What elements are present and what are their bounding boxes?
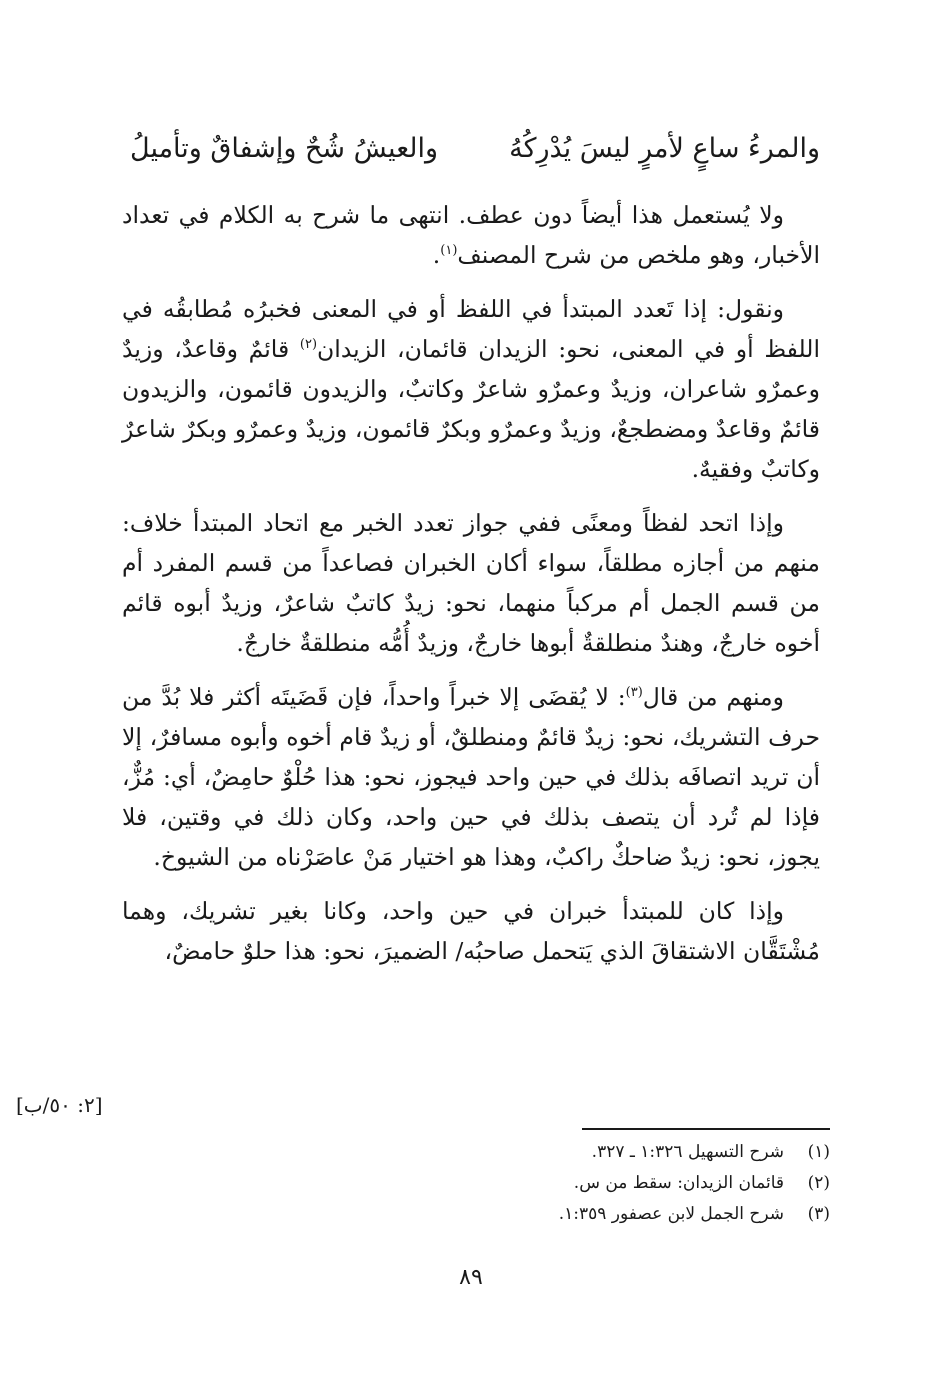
verse-second-hemistich: والعيشُ شُحٌ وإشفاقٌ وتأميلُ <box>130 132 438 164</box>
footnote <box>400 1168 830 1199</box>
paragraph-text: وإذا اتحد لفظاً ومعنًى ففي جواز تعدد الخبر مع اتحاد المبتدأ خلاف: منهم من أجازه مطلقاً، سواء أكان الخبران فصاعداً من قسم المفرد أم من قسم الجمل أم مركباً منهما، نحو: زيدٌ كاتبٌ شاعرٌ، وزيدٌ أبوه قائم أخوه خارجٌ، وهندٌ منطلقةٌ أبوها خارجٌ، وزيدٌ أُمُّه منطلقةٌ خارجٌ. <box>122 509 820 657</box>
paragraph <box>122 891 820 971</box>
paragraph <box>122 677 820 877</box>
paragraph-text: : لا يُقضَى إلا خبراً واحداً، فإن قَضَيتَه أكثر فلا بُدَّ من حرف التشريك، نحو: زيدٌ قائمٌ ومنطلقٌ، أو زيدٌ قام أخوه وأبوه مسافرٌ، إلا أن تريد اتصافَه بذلك في حين واحد فيجوز، نحو: هذا حُلْوٌ حامِضٌ، أي: مُزٌّ، فإذا لم تُرد أن يتصف بذلك في حين واحد، وكان ذلك في وقتين، فلا يجوز، نحو: زيدٌ ضاحكٌ راكبٌ، وهذا هو اختيار مَنْ عاصَرْناه من الشيوخ. <box>122 683 820 871</box>
footnote-number: (٣) <box>807 1204 830 1224</box>
footnote-ref: (٢) <box>299 337 318 353</box>
footnote <box>400 1137 830 1168</box>
paragraph <box>122 503 820 663</box>
footnote-number: (٢) <box>807 1173 830 1193</box>
page-number: ٨٩ <box>459 1265 483 1290</box>
verse-first-hemistich: والمرءُ ساعٍ لأمرٍ ليسَ يُدْرِكُهُ <box>509 132 820 164</box>
footnote-text: قائمان الزيدان: سقط من س. <box>573 1173 784 1193</box>
footnote-ref: (١) <box>440 243 458 259</box>
main-text <box>122 195 820 985</box>
footnote-divider <box>582 1128 830 1130</box>
footnote <box>400 1199 830 1230</box>
paragraph <box>122 289 820 489</box>
paragraph-text: ولا يُستعمل هذا أيضاً دون عطف. انتهى ما شرح به الكلام في تعداد الأخبار، وهو ملخص من شرح المصنف <box>122 201 820 269</box>
footnote-text: شرح التسهيل ١:٣٢٦ ـ ٣٢٧. <box>591 1142 784 1162</box>
paragraph <box>122 195 820 275</box>
footnotes <box>400 1137 830 1230</box>
paragraph-text: . <box>432 241 441 269</box>
footnote-ref: (٣) <box>625 685 643 701</box>
paragraph-text: ونقول: إذا تَعدد المبتدأ في اللفظ أو في المعنى فخبرُه مُطابقُه في اللفظ أو في المعنى، نحو: الزيدان قائمان، الزيدان <box>122 295 820 363</box>
paragraph-text: قائمٌ وقاعدٌ، وزيدٌ وعمرٌو شاعران، وزيدٌ وعمرٌو شاعرٌ وكاتبٌ، والزيدون قائمون، والزيدون قائمٌ وقاعدٌ ومضطجعٌ، وزيدٌ وعمرٌو وبكرٌ قائمون، وزيدٌ وعمرٌو وبكرٌ شاعرٌ وكاتبٌ وفقيهٌ. <box>122 335 820 483</box>
footnote-text: شرح الجمل لابن عصفور ١:٣٥٩. <box>558 1204 784 1224</box>
poetry-verse <box>130 118 820 178</box>
manuscript-folio-reference: [٢: ٥٠/ب] <box>16 1093 103 1117</box>
paragraph-text: ومنهم من قال <box>642 683 784 711</box>
footnote-number: (١) <box>807 1142 830 1162</box>
paragraph-text: وإذا كان للمبتدأ خبران في حين واحد، وكانا بغير تشريك، وهما مُشْتَقَّان الاشتقاقَ الذي يَتحمل صاحبُه/ الضميرَ، نحو: هذا حلوٌ حامضٌ، <box>122 897 820 965</box>
